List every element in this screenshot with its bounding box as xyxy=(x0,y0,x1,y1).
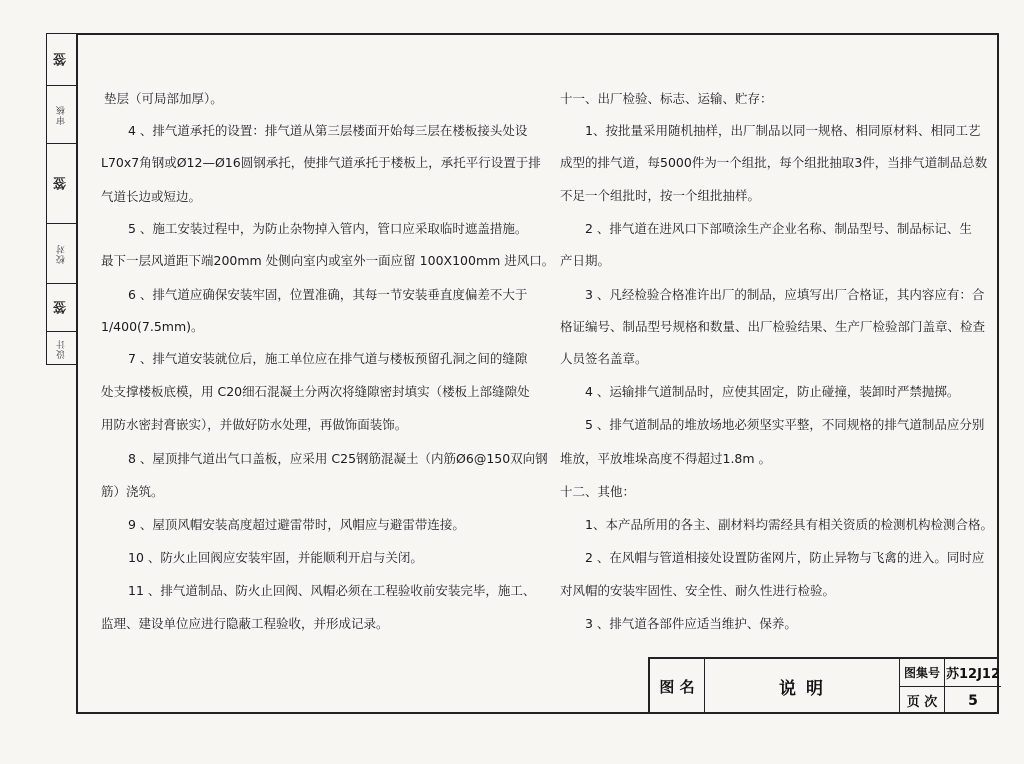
text-line: 筋）浇筑。 xyxy=(101,484,164,499)
text-line: 垫层（可局部加厚）。 xyxy=(104,91,223,106)
signature-check-text: 签 xyxy=(54,177,69,190)
text-line: 11 、排气道制品、防火止回阀、风帽必须在工程验收前安装完毕，施工、 xyxy=(128,583,536,598)
text-line: 1、本产品所用的各主、副材料均需经具有相关资质的检测机构检测合格。 xyxy=(585,517,993,532)
page-number-label: 页 次 xyxy=(900,687,945,714)
text-line: 4 、排气道承托的设置：排气道从第三层楼面开始每三层在楼板接头处设 xyxy=(128,123,528,138)
page-number-value: 5 xyxy=(968,692,978,709)
text-line: 格证编号、制品型号规格和数量、出厂检验结果、生产厂检验部门盖章、检查 xyxy=(560,319,986,334)
text-line: 1/400(7.5mm)。 xyxy=(101,319,204,334)
title-block xyxy=(648,657,999,714)
text-line: 不足一个组批时，按一个组批抽样。 xyxy=(560,188,761,203)
text-line: 5 、排气道制品的堆放场地必须坚实平整，不同规格的排气道制品应分别 xyxy=(585,417,985,432)
signature-design-text: 签 xyxy=(54,301,69,314)
text-line: 监理、建设单位应进行隐蔽工程验收，并形成记录。 xyxy=(101,616,389,631)
signature-review xyxy=(47,34,76,86)
text-line: 1、按批量采用随机抽样，出厂制品以同一规格、相同原材料、相同工艺 xyxy=(585,123,981,138)
text-line: 4 、运输排气道制品时，应使其固定，防止碰撞，装卸时严禁抛掷。 xyxy=(585,384,960,399)
label-design-text: 设计 xyxy=(57,339,67,359)
drawing-name-value: 说 明 xyxy=(705,659,900,714)
text-line: 对风帽的安装牢固性、安全性、耐久性进行检验。 xyxy=(560,583,836,598)
text-line: 产日期。 xyxy=(560,253,611,268)
label-review-text: 审核 xyxy=(57,104,67,125)
text-line: 3 、排气道各部件应适当维护、保养。 xyxy=(585,616,797,631)
text-line: 6 、排气道应确保安装牢固，位置准确，其每一节安装垂直度偏差不大于 xyxy=(128,287,528,302)
text-line: 最下一层风道距下端200mm 处侧向室内或室外一面应留 100X100mm 进风口。 xyxy=(101,253,555,268)
text-line: 2 、排气道在进风口下部喷涂生产企业名称、制品型号、制品标记、生 xyxy=(585,221,972,236)
text-line: 9 、屋顶风帽安装高度超过避雷带时，风帽应与避雷带连接。 xyxy=(128,517,465,532)
text-line: 2 、在风帽与管道相接处设置防雀网片，防止异物与飞禽的进入。同时应 xyxy=(585,550,985,565)
atlas-number-value: 苏12J12 xyxy=(945,667,1001,682)
text-line: 10 、防火止回阀应安装牢固，并能顺利开启与关闭。 xyxy=(128,550,423,565)
text-line: 用防水密封膏嵌实），并做好防水处理，再做饰面装饰。 xyxy=(101,417,408,432)
label-review xyxy=(47,86,76,144)
text-line: 人员签名盖章。 xyxy=(560,351,648,366)
text-line: 处支撑楼板底模，用 C20细石混凝土分两次将缝隙密封填实（楼板上部缝隙处 xyxy=(101,384,530,399)
section-heading: 十二、其他： xyxy=(560,484,636,499)
signature-review-text: 签 xyxy=(54,53,69,66)
atlas-number-label: 图集号 xyxy=(900,659,945,686)
text-line: 成型的排气道，每5000件为一个组批，每个组批抽取3件，当排气道制品总数 xyxy=(560,155,988,170)
text-line: 8 、屋顶排气道出气口盖板，应采用 C25钢筋混凝土（内筋Ø6@150双向钢 xyxy=(128,451,548,466)
text-line: 气道长边或短边。 xyxy=(101,189,202,204)
signature-design xyxy=(47,284,76,332)
text-line: 3 、凡经检验合格准许出厂的制品，应填写出厂合格证，其内容应有：合 xyxy=(585,287,985,302)
text-line: 堆放，平放堆垛高度不得超过1.8m 。 xyxy=(560,451,772,466)
drawing-name-label: 图 名 xyxy=(650,659,705,714)
section-heading: 十一、出厂检验、标志、运输、贮存： xyxy=(560,91,773,106)
signature-check xyxy=(47,144,76,224)
text-line: 7 、排气道安装就位后，施工单位应在排气道与楼板预留孔洞之间的缝隙 xyxy=(128,351,528,366)
label-check-text: 校对 xyxy=(57,243,67,264)
label-design xyxy=(47,332,76,366)
text-line: 5 、施工安装过程中，为防止杂物掉入管内，管口应采取临时遮盖措施。 xyxy=(128,221,528,236)
signature-strip xyxy=(46,33,76,365)
label-check xyxy=(47,224,76,284)
text-line: L70x7角钢或Ø12—Ø16圆钢承托，使排气道承托于楼板上，承托平行设置于排 xyxy=(101,155,541,170)
